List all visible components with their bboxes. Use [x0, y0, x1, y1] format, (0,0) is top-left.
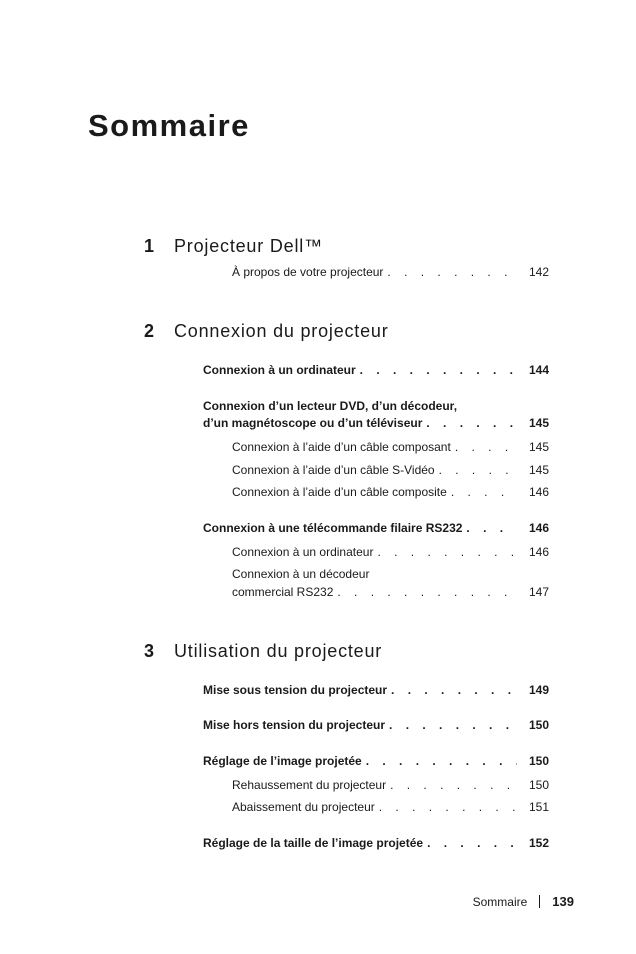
- toc-entry-page: 151: [528, 800, 549, 814]
- toc-entry[interactable]: [203, 416, 549, 430]
- dot-leader: [390, 778, 517, 792]
- chapter-title: Projecteur Dell™: [174, 236, 323, 256]
- toc-entry-text: Connexion à un ordinateur: [232, 545, 374, 559]
- chapter-heading[interactable]: [144, 236, 323, 257]
- toc-entry-page: 150: [528, 718, 549, 732]
- toc-entry[interactable]: [203, 521, 549, 535]
- toc-entry[interactable]: [203, 363, 549, 377]
- toc-entry[interactable]: [232, 585, 549, 599]
- chapter-number: 1: [144, 236, 155, 256]
- toc-entry-page: 146: [528, 485, 549, 499]
- toc-entry[interactable]: [232, 440, 549, 454]
- toc-entry-text: Connexion à une télécommande filaire RS232: [203, 521, 463, 535]
- dot-leader: [439, 463, 517, 477]
- dot-leader: [366, 754, 517, 768]
- toc-entry[interactable]: [232, 265, 549, 279]
- dot-leader: [427, 836, 517, 850]
- toc-entry-text: Abaissement du projecteur: [232, 800, 375, 814]
- toc-entry-text-line1[interactable]: Connexion d’un lecteur DVD, d’un décodeur,: [203, 399, 458, 413]
- toc-entry-text: Réglage de la taille de l’image projetée: [203, 836, 424, 850]
- toc-entry[interactable]: [232, 545, 549, 559]
- dot-leader: [391, 683, 517, 697]
- dot-leader: [379, 800, 517, 814]
- toc-entry-text: Rehaussement du projecteur: [232, 778, 387, 792]
- toc-entry-text: Connexion à l’aide d’un câble composant: [232, 440, 451, 454]
- toc-entry[interactable]: [203, 754, 549, 768]
- toc-entry-text: Mise hors tension du projecteur: [203, 718, 386, 732]
- dot-leader: [360, 363, 517, 377]
- toc-entry-page: 145: [528, 416, 549, 430]
- toc-entry-page: 150: [528, 778, 549, 792]
- toc-entry[interactable]: [232, 485, 549, 499]
- toc-entry-page: 145: [528, 463, 549, 477]
- footer-label: Sommaire: [472, 894, 528, 909]
- toc-entry-text: Mise sous tension du projecteur: [203, 683, 388, 697]
- chapter-number: 3: [144, 641, 155, 661]
- toc-entry-page: 150: [528, 754, 549, 768]
- toc-entry-text: d’un magnétoscope ou d’un téléviseur: [203, 416, 423, 430]
- toc-entry-text: Connexion à l’aide d’un câble S-Vidéo: [232, 463, 435, 477]
- dot-leader: [466, 521, 517, 535]
- page-title: Sommaire: [88, 108, 250, 143]
- toc-entry[interactable]: [203, 683, 549, 697]
- toc-entry-page: 152: [528, 836, 549, 850]
- toc-entry-text: À propos de votre projecteur: [232, 265, 384, 279]
- toc-entry[interactable]: [232, 778, 549, 792]
- dot-leader: [337, 585, 517, 599]
- toc-entry-page: 147: [528, 585, 549, 599]
- dot-leader: [387, 265, 517, 279]
- dot-leader: [389, 718, 517, 732]
- dot-leader: [426, 416, 517, 430]
- toc-entry-page: 145: [528, 440, 549, 454]
- toc-entry[interactable]: [232, 463, 549, 477]
- toc-entry-text: Connexion à un ordinateur: [203, 363, 356, 377]
- chapter-number: 2: [144, 321, 155, 341]
- toc-entry[interactable]: [203, 836, 549, 850]
- toc-entry-page: 146: [528, 521, 549, 535]
- toc-entry-text: commercial RS232: [232, 585, 334, 599]
- toc-entry-page: 146: [528, 545, 549, 559]
- chapter-title: Connexion du projecteur: [174, 321, 389, 341]
- chapter-title: Utilisation du projecteur: [174, 641, 383, 661]
- toc-entry-text: Réglage de l’image projetée: [203, 754, 362, 768]
- toc-entry-page: 144: [528, 363, 549, 377]
- page-footer: [473, 894, 574, 909]
- dot-leader: [455, 440, 517, 454]
- toc-entry[interactable]: [232, 800, 549, 814]
- dot-leader: [451, 485, 517, 499]
- chapter-heading[interactable]: [144, 321, 389, 342]
- footer-divider: [539, 895, 540, 908]
- dot-leader: [377, 545, 517, 559]
- toc-entry-page: 142: [528, 265, 549, 279]
- toc-entry-text-line1[interactable]: Connexion à un décodeur: [232, 567, 370, 581]
- chapter-heading[interactable]: [144, 641, 382, 662]
- toc-entry[interactable]: [203, 718, 549, 732]
- toc-entry-page: 149: [528, 683, 549, 697]
- toc-entry-text: Connexion à l’aide d’un câble composite: [232, 485, 447, 499]
- footer-page-number: 139: [552, 894, 574, 909]
